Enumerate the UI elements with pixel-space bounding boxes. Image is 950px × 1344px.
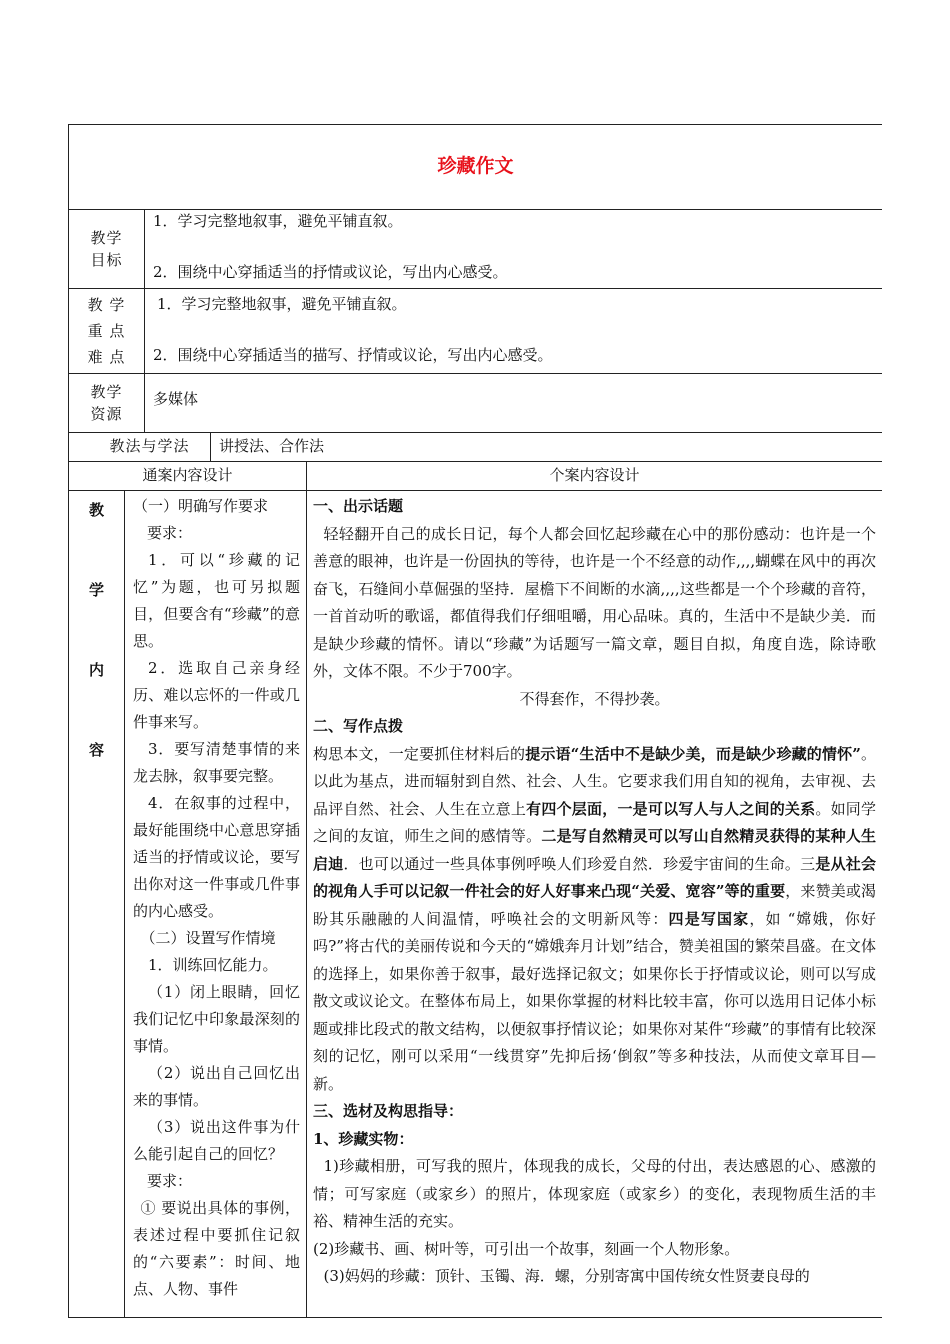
key-points-row <box>69 289 883 374</box>
goals-content <box>145 210 883 289</box>
methods-value: 讲授法、合作法 <box>211 433 883 462</box>
goal-item-1: 1．学习完整地叙事，避免平铺直叙。 <box>153 212 403 230</box>
left-step-3: （3）说出这件事为什么能引起自己的回忆？ <box>133 1118 300 1163</box>
right-heading-2: 二、写作点拨 <box>313 717 404 735</box>
content-row <box>69 491 883 1318</box>
left-req-label-2: 要求： <box>147 1172 193 1190</box>
left-step-1: （1）闭上眼睛，回忆我们记忆中印象最深刻的事情。 <box>133 983 300 1055</box>
page-title: 珍藏作文 <box>437 155 514 177</box>
left-train-1: 1．训练回忆能力。 <box>148 956 278 974</box>
key-point-item-2: 2．围绕中心穿插适当的描写、抒情或议论，写出内心感受。 <box>153 346 553 364</box>
title-cell <box>69 125 883 210</box>
resources-label: 教学 资源 <box>69 374 145 433</box>
content-label: 教 学 内 容 <box>69 491 125 1318</box>
resources-row <box>69 374 883 433</box>
right-heading-3: 三、选材及构思指导： <box>313 1102 464 1120</box>
left-heading-2: （二）设置写作情境 <box>140 929 276 947</box>
key-points-content <box>145 289 883 374</box>
left-step-2: （2）说出自己回忆出来的事情。 <box>133 1064 300 1109</box>
individual-design-content <box>307 491 883 1318</box>
goal-item-2: 2．围绕中心穿插适当的抒情或议论，写出内心感受。 <box>153 263 508 281</box>
topic-paragraph-tail: 不得套作，不得抄袭。 <box>519 689 670 708</box>
common-design-header: 通案内容设计 <box>69 462 307 491</box>
left-req-2: 2．选取自己亲身经历、难以忘怀的一件或几件事来写。 <box>133 659 300 731</box>
methods-row <box>69 433 883 462</box>
material-item-1: 1)珍藏相册，可写我的照片，体现我的成长，父母的付出，表达感恩的心、感激的情；可写家庭（或家乡）的照片，体现家庭（或家乡）的变化，表现物质生活的丰裕、精神生活的充实。 <box>313 1157 877 1230</box>
left-req-detail: ① 要说出具体的事例，表述过程中要抓住记叙的“六要素”：时间、地点、人物、事件 <box>133 1199 300 1298</box>
material-item-3: (3)妈妈的珍藏：顶针、玉镯、海．螺，分别寄寓中国传统女性贤妻良母的 <box>323 1267 810 1285</box>
right-heading-1: 一、出示话题 <box>313 497 404 515</box>
goals-label: 教学 目标 <box>69 210 145 289</box>
common-design-content <box>125 491 307 1318</box>
left-req-4: 4．在叙事的过程中，最好能围绕中心意思穿插适当的抒情或议论，要写出你对这一件事或几件事的内心感受。 <box>133 794 300 920</box>
title-row <box>69 125 883 210</box>
left-req-label: 要求： <box>147 524 193 542</box>
goals-row <box>69 210 883 289</box>
key-point-item-1: 1．学习完整地叙事，避免平铺直叙。 <box>157 295 407 313</box>
key-points-label: 教 学 重 点 难 点 <box>69 289 145 374</box>
design-header-row <box>69 462 883 491</box>
individual-design-header: 个案内容设计 <box>307 462 883 491</box>
material-item-2: (2)珍藏书、画、树叶等，可引出一个故事，刻画一个人物形象。 <box>313 1239 740 1258</box>
right-subheading-1: 1、珍藏实物： <box>313 1129 414 1148</box>
lesson-plan-table <box>68 124 882 1318</box>
topic-paragraph: 轻轻翻开自己的成长日记，每个人都会回忆起珍藏在心中的那份感动：也许是一个善意的眼神，也许是一份固执的等待，也许是一个不经意的动作,,,,蝴蝶在风中的再次奋飞，石缝间小草倔强的坚持．屋檐下不间断的水滴,,,,这些都是一个个珍藏的音符，一首首动听的歌谣，都值得我们仔细咀嚼，用心品味。真的，生活中不是缺少美．而是缺少珍藏的情怀。请以“珍藏”为话题写一篇文章，题目自拟，角度自选，除诗歌外，文体不限。不少于700字。 <box>313 524 877 680</box>
left-req-1: 1．可以“珍藏的记忆”为题，也可另拟题目，但要含有“珍藏”的意思。 <box>133 551 300 650</box>
lesson-plan-sheet <box>68 124 882 1320</box>
left-heading-1: （一）明确写作要求 <box>133 497 269 515</box>
methods-label: 教法与学法 <box>69 433 211 462</box>
left-req-3: 3．要写清楚事情的来龙去脉，叙事要完整。 <box>133 740 300 785</box>
resources-value: 多媒体 <box>145 374 883 433</box>
guidance-paragraph: 构思本文，一定要抓住材料后的提示语“生活中不是缺少美，而是缺少珍藏的情怀”。以此为基点，进而辐射到自然、社会、人生。它要求我们用自知的视角，去审视、去品评自然、社会、人生在立意上有四个层面，一是可以写人与人之间的关系。如同学之间的友谊，师生之间的感情等。二是写自然精灵可以写山自然精灵获得的某种人生启迪．也可以通过一些具体事例呼唤人们珍爱自然．珍爱宇宙间的生命。三是从社会的视角人手可以记叙一件社会的好人好事来凸现“关爱、宽容”等的重要，来赞美或渴盼其乐融融的人间温情，呼唤社会的文明新风等：四是写国家，如 “嫦娥，你好吗?”将古代的美丽传说和今天的“嫦娥奔月计划”结合，赞美祖国的繁荣昌盛。在文体的选择上，如果你善于叙事，最好选择记叙文；如果你长于抒情或议论，则可以写成散文或议论文。在整体布局上，如果你掌握的材料比较丰富，你可以选用日记体小标题或排比段式的散文结构，以便叙事抒情议论；如果你对某件“珍藏”的事情有比较深刻的记忆，刚可以采用“一线贯穿”先抑后扬‘倒叙”等多种技法，从而使文章耳目—新。 <box>313 744 877 1093</box>
